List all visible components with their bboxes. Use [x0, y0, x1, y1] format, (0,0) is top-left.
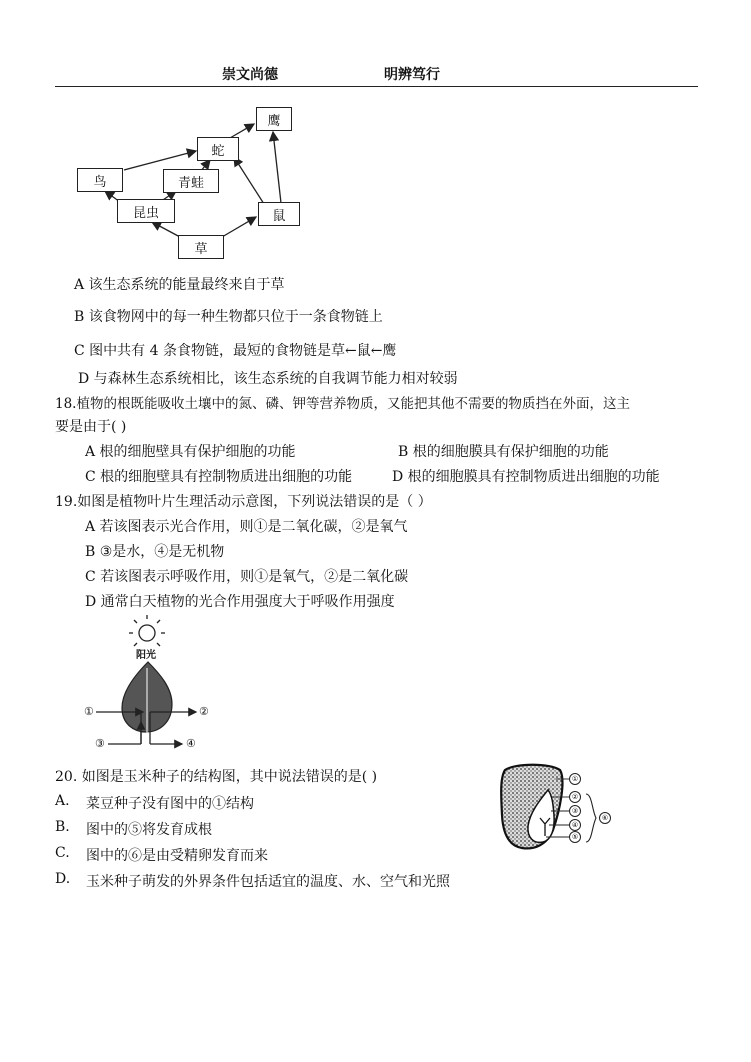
seed-label-4: ④ [569, 819, 581, 831]
node-snake: 蛇 [197, 137, 239, 161]
q20-option-d-letter: D. [55, 871, 71, 887]
seed-label-3: ③ [569, 805, 581, 817]
q17-option-a: A 该生态系统的能量最终来自于草 [74, 277, 285, 293]
seed-label-1: ① [569, 773, 581, 785]
header-motto-right: 明辨笃行 [384, 67, 440, 83]
sun-label: 阳光 [136, 650, 156, 661]
q18-option-c: C 根的细胞壁具有控制物质进出细胞的功能 [85, 469, 353, 485]
q19-option-c: C 若该图表示呼吸作用，则①是氧气，②是二氧化碳 [85, 569, 409, 585]
q18-option-a: A 根的细胞壁具有保护细胞的功能 [85, 444, 296, 460]
q18-option-b: B 根的细胞膜具有保护细胞的功能 [398, 444, 609, 460]
q18-stem-line1: 18.植物的根既能吸收土壤中的氮、磷、钾等营养物质，又能把其他不需要的物质挡在外面，这主 [55, 396, 630, 412]
node-eagle: 鹰 [256, 107, 292, 131]
q17-option-c: C 图中共有 4 条食物链，最短的食物链是草←鼠←鹰 [74, 343, 397, 359]
q19-option-a: A 若该图表示光合作用，则①是二氧化碳，②是氧气 [85, 519, 408, 535]
leaf-marker-1: ① [84, 705, 94, 718]
node-mouse: 鼠 [258, 202, 300, 226]
q18-option-d: D 根的细胞膜具有控制物质进出细胞的功能 [392, 469, 660, 485]
seed-label-5: ⑤ [569, 831, 581, 843]
q18-stem-line2: 要是由于( ) [55, 419, 127, 435]
q20-option-b: 图中的⑤将发育成根 [86, 822, 212, 838]
q20-option-d: 玉米种子萌发的外界条件包括适宜的温度、水、空气和光照 [86, 874, 450, 890]
q17-option-d: D 与森林生态系统相比，该生态系统的自我调节能力相对较弱 [78, 371, 458, 387]
q19-stem: 19.如图是植物叶片生理活动示意图，下列说法错误的是（ ） [55, 494, 432, 510]
q20-option-c-letter: C. [55, 845, 70, 861]
q20-option-c: 图中的⑥是由受精卵发育而来 [86, 848, 268, 864]
node-bird: 鸟 [77, 168, 123, 192]
header-motto-left: 崇文尚德 [222, 67, 278, 83]
seed-label-2: ② [569, 791, 581, 803]
leaf-marker-3: ③ [95, 737, 105, 750]
q17-option-b: B 该食物网中的每一种生物都只位于一条食物链上 [74, 309, 383, 325]
q20-option-b-letter: B. [55, 819, 70, 835]
q19-option-b: B ③是水，④是无机物 [85, 544, 225, 560]
node-frog: 青蛙 [163, 169, 219, 193]
leaf-marker-2: ② [199, 705, 209, 718]
q20-option-a: 菜豆种子没有图中的①结构 [86, 796, 254, 812]
seed-label-6: ⑥ [599, 812, 611, 824]
q20-stem: 20. 如图是玉米种子的结构图，其中说法错误的是( ) [55, 769, 378, 785]
node-insect: 昆虫 [117, 199, 175, 223]
q19-option-d: D 通常白天植物的光合作用强度大于呼吸作用强度 [85, 594, 395, 610]
node-grass: 草 [178, 235, 224, 259]
q20-option-a-letter: A. [55, 793, 70, 809]
leaf-marker-4: ④ [186, 737, 196, 750]
